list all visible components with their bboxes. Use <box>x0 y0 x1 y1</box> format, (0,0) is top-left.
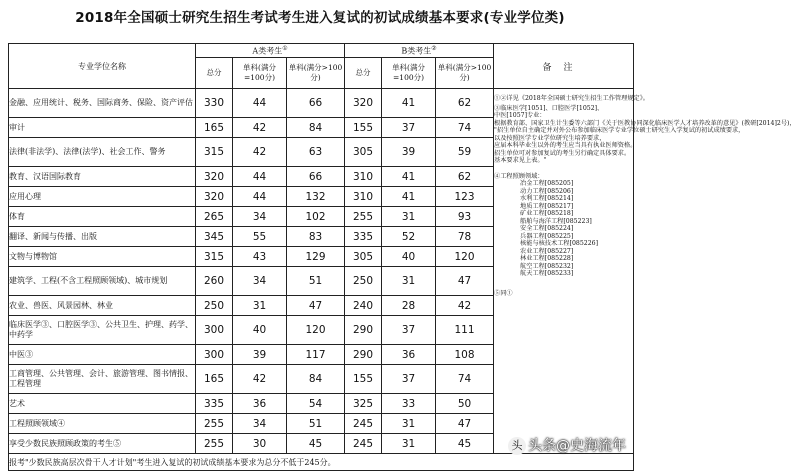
group-b-total-score: 290 <box>345 345 382 365</box>
remark-note-4-item: 安全工程[085224] <box>520 225 574 232</box>
major-name: 建筑学、工程(不含工程照顾领域)、城市规划 <box>9 267 196 296</box>
group-b-single-100: 39 <box>382 138 436 167</box>
group-a-single-100: 42 <box>233 118 287 138</box>
group-a-total-score: 320 <box>196 167 233 187</box>
major-name: 文物与博物馆 <box>9 247 196 267</box>
group-a-single-100: 44 <box>233 187 287 207</box>
group-b-total-score: 305 <box>345 247 382 267</box>
group-a-single-150: 45 <box>287 434 345 454</box>
remark-note-3-line: 应届本科毕业生以外的考生应当具有执业医师资格。 <box>494 142 637 149</box>
major-name: 应用心理 <box>9 187 196 207</box>
major-name: 享受少数民族照顾政策的考生⑤ <box>9 434 196 454</box>
header-a-sub150: 单科(满分>100分) <box>287 58 345 89</box>
group-a-single-150: 63 <box>287 138 345 167</box>
major-name: 工程照顾领域④ <box>9 414 196 434</box>
group-a-single-100: 40 <box>233 316 287 345</box>
group-b-single-100: 41 <box>382 167 436 187</box>
header-a-total: 总分 <box>196 58 233 89</box>
group-b-total-score: 290 <box>345 316 382 345</box>
group-b-single-100: 37 <box>382 365 436 394</box>
group-b-total-score: 240 <box>345 296 382 316</box>
group-b-single-150: 50 <box>436 394 494 414</box>
group-a-single-100: 34 <box>233 267 287 296</box>
remark-note-1: ①②详见《2018年全国硕士研究生招生工作管理规定》。 <box>494 95 649 102</box>
remark-note-4-item: 林业工程[085228] <box>520 255 574 262</box>
group-a-total-score: 320 <box>196 187 233 207</box>
remark-note-4-title: ④工程照顾领域： <box>494 172 544 180</box>
major-name: 金融、应用统计、税务、国际商务、保险、资产评估 <box>9 89 196 118</box>
remark-note-4-item: 矿业工程[085218] <box>520 210 574 217</box>
remark-note-4-item: 核能与核技术工程[085226] <box>520 240 598 247</box>
group-a-single-100: 30 <box>233 434 287 454</box>
major-name: 法律(非法学)、法律(法学)、社会工作、警务 <box>9 138 196 167</box>
group-a-total-score: 345 <box>196 227 233 247</box>
remark-note-4-item: 农业工程[085227] <box>520 247 574 255</box>
group-a-single-100: 43 <box>233 247 287 267</box>
remark-note-3-line: ③临床医学[1051]、口腔医学[1052]、 <box>494 104 604 112</box>
group-b-single-150: 111 <box>436 316 494 345</box>
group-a-single-150: 132 <box>287 187 345 207</box>
toutiao-logo-icon: 头 <box>508 437 526 455</box>
group-a-single-150: 84 <box>287 365 345 394</box>
header-a-sub100: 单科(满分=100分) <box>233 58 287 89</box>
major-name: 工商管理、公共管理、会计、旅游管理、图书情报、工程管理 <box>9 365 196 394</box>
group-a-single-150: 66 <box>287 89 345 118</box>
group-a-total-score: 330 <box>196 89 233 118</box>
group-b-single-100: 37 <box>382 316 436 345</box>
major-name: 教育、汉语国际教育 <box>9 167 196 187</box>
group-b-total-score: 325 <box>345 394 382 414</box>
major-name: 农业、兽医、风景园林、林业 <box>9 296 196 316</box>
group-a-total-score: 315 <box>196 247 233 267</box>
group-b-total-score: 310 <box>345 167 382 187</box>
remark-note-4-item: 航空工程[085232] <box>520 262 574 270</box>
group-b-single-100: 31 <box>382 434 436 454</box>
group-a-single-100: 34 <box>233 414 287 434</box>
footnote: 报考"少数民族高层次骨干人才计划"考生进入复试的初试成绩基本要求为总分不低于245分。 <box>9 454 634 471</box>
group-a-single-150: 47 <box>287 296 345 316</box>
group-a-single-150: 51 <box>287 414 345 434</box>
group-b-single-150: 62 <box>436 167 494 187</box>
remark-note-4-item: 动力工程[085206] <box>520 187 574 195</box>
group-a-single-100: 31 <box>233 296 287 316</box>
group-b-total-score: 250 <box>345 267 382 296</box>
footnote-row <box>9 454 634 471</box>
group-a-single-150: 120 <box>287 316 345 345</box>
group-b-total-score: 155 <box>345 118 382 138</box>
group-b-single-100: 31 <box>382 207 436 227</box>
header-b-total: 总分 <box>345 58 382 89</box>
group-a-total-score: 255 <box>196 414 233 434</box>
group-a-total-score: 165 <box>196 365 233 394</box>
remark-note-4-item: 地质工程[085217] <box>520 202 574 210</box>
group-b-single-100: 31 <box>382 267 436 296</box>
group-a-single-150: 51 <box>287 267 345 296</box>
major-name: 翻译、新闻与传播、出版 <box>9 227 196 247</box>
group-b-total-score: 155 <box>345 365 382 394</box>
group-b-single-100: 36 <box>382 345 436 365</box>
group-a-single-100: 44 <box>233 89 287 118</box>
group-b-single-100: 28 <box>382 296 436 316</box>
group-a-single-150: 117 <box>287 345 345 365</box>
remark-note-4-item: 兵器工程[085225] <box>520 232 574 240</box>
group-a-single-150: 54 <box>287 394 345 414</box>
remark-note-3-line: 基本要求见上表。" <box>494 157 547 164</box>
group-a-single-100: 55 <box>233 227 287 247</box>
major-name: 体育 <box>9 207 196 227</box>
remark-note-4-item: 船舶与海洋工程[085223] <box>520 217 592 225</box>
group-a-total-score: 300 <box>196 345 233 365</box>
remark-note-3-line: "招生单位自主确定并对外公布参加临床医学专业学位硕士研究生入学复试的初试成绩要求， <box>494 127 745 134</box>
group-b-single-100: 40 <box>382 247 436 267</box>
remark-note-4-item: 冶金工程[085205] <box>520 180 574 187</box>
remark-note-3-line: 根据教育部、国家卫生计生委等六部门《关于医教协同深化临床医学人才培养改革的意见》(教研[2014]2号)， <box>494 119 796 127</box>
group-b-single-150: 93 <box>436 207 494 227</box>
group-a-total-score: 250 <box>196 296 233 316</box>
group-b-single-150: 59 <box>436 138 494 167</box>
group-a-total-score: 265 <box>196 207 233 227</box>
group-a-single-150: 83 <box>287 227 345 247</box>
header-b-sub100: 单科(满分=100分) <box>382 58 436 89</box>
major-name: 艺术 <box>9 394 196 414</box>
group-a-single-150: 129 <box>287 247 345 267</box>
group-b-single-150: 74 <box>436 365 494 394</box>
group-b-single-100: 33 <box>382 394 436 414</box>
remark-note-3-line: 中医[1057]专业： <box>494 112 546 119</box>
page-title: 2018年全国硕士研究生招生考试考生进入复试的初试成绩基本要求(专业学位类) <box>75 10 565 26</box>
watermark: 头 头条@史海流年 <box>508 435 626 455</box>
remark-note-5: ⑤同① <box>494 289 513 297</box>
group-b-single-150: 47 <box>436 267 494 296</box>
header-remarks: 备注 <box>494 44 634 89</box>
group-b-single-150: 120 <box>436 247 494 267</box>
group-b-single-150: 78 <box>436 227 494 247</box>
group-a-total-score: 255 <box>196 434 233 454</box>
group-b-total-score: 255 <box>345 207 382 227</box>
group-b-single-100: 31 <box>382 414 436 434</box>
group-b-single-150: 47 <box>436 414 494 434</box>
group-b-single-150: 45 <box>436 434 494 454</box>
remark-note-3-line: 以及按照医学专业学位研究生培养要求， <box>494 134 606 142</box>
header-b-sub150: 单科(满分>100分) <box>436 58 494 89</box>
group-b-single-150: 62 <box>436 89 494 118</box>
group-b-single-100: 52 <box>382 227 436 247</box>
group-b-single-100: 41 <box>382 187 436 207</box>
group-a-total-score: 260 <box>196 267 233 296</box>
group-a-single-100: 44 <box>233 167 287 187</box>
group-b-single-100: 37 <box>382 118 436 138</box>
group-b-total-score: 310 <box>345 187 382 207</box>
table-row <box>9 89 634 118</box>
group-a-single-100: 42 <box>233 138 287 167</box>
group-b-total-score: 245 <box>345 414 382 434</box>
group-b-total-score: 335 <box>345 227 382 247</box>
remark-note-4-item: 航天工程[085233] <box>520 270 574 277</box>
group-a-total-score: 335 <box>196 394 233 414</box>
score-requirements-table <box>8 43 796 471</box>
group-b-single-150: 42 <box>436 296 494 316</box>
remarks-cell <box>494 89 796 454</box>
group-b-total-score: 320 <box>345 89 382 118</box>
group-a-single-150: 84 <box>287 118 345 138</box>
group-a-single-150: 66 <box>287 167 345 187</box>
remark-note-4-item: 水利工程[085214] <box>520 195 574 202</box>
group-b-single-100: 41 <box>382 89 436 118</box>
group-a-total-score: 165 <box>196 118 233 138</box>
group-a-total-score: 300 <box>196 316 233 345</box>
group-b-single-150: 123 <box>436 187 494 207</box>
group-b-single-150: 108 <box>436 345 494 365</box>
major-name: 审计 <box>9 118 196 138</box>
group-a-single-100: 42 <box>233 365 287 394</box>
group-b-single-150: 74 <box>436 118 494 138</box>
header-group-b: B类考生② <box>345 44 494 58</box>
remark-note-3-line: 招生单位可对参加复试的考生另行确定具体要求。 <box>494 149 631 157</box>
major-name: 临床医学③、口腔医学③、公共卫生、护理、药学、中药学 <box>9 316 196 345</box>
group-a-single-100: 34 <box>233 207 287 227</box>
group-a-total-score: 315 <box>196 138 233 167</box>
header-group-a: A类考生① <box>196 44 345 58</box>
group-a-single-100: 36 <box>233 394 287 414</box>
group-a-single-150: 102 <box>287 207 345 227</box>
group-b-total-score: 245 <box>345 434 382 454</box>
major-name: 中医③ <box>9 345 196 365</box>
group-b-total-score: 305 <box>345 138 382 167</box>
group-a-single-100: 39 <box>233 345 287 365</box>
header-major-name: 专业学位名称 <box>9 44 196 89</box>
